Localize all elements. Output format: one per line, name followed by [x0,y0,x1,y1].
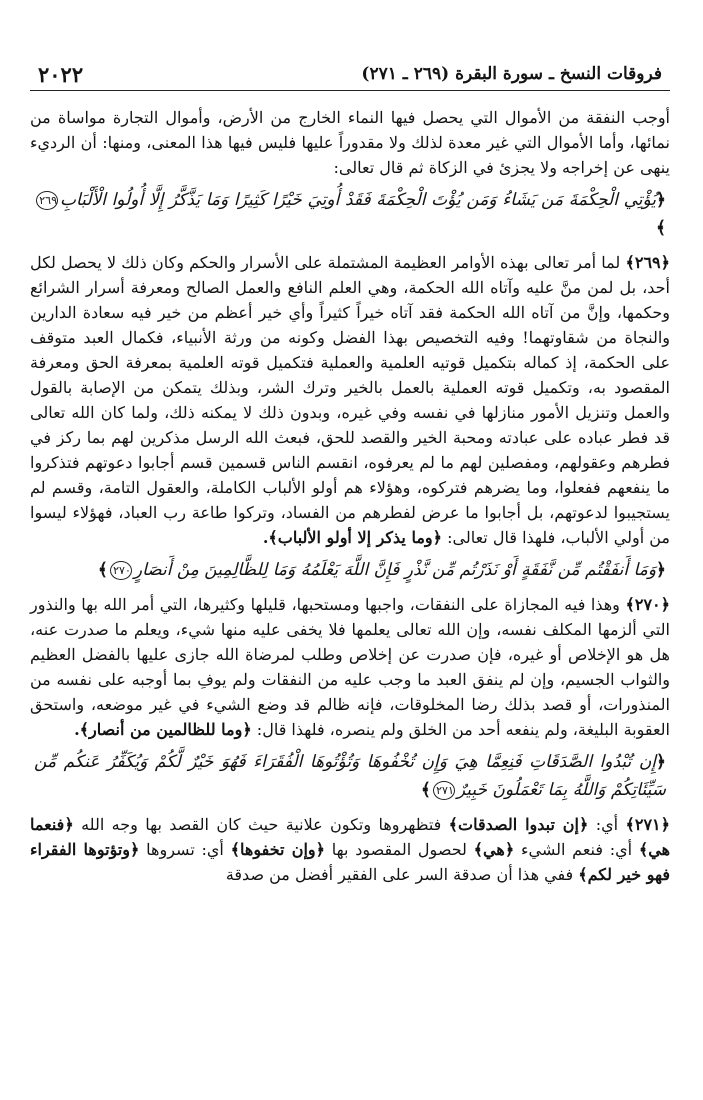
verse-text: يُؤْتِي الْحِكْمَةَ مَن يَشَاءُ وَمَن يُؤْتَ الْحِكْمَةَ فَقَدْ أُوتِيَ خَيْرًا كَثِيرًا وَمَا يَذَّكَّرُ إِلَّا أُولُوا الْأَلْبَابِ [60,190,657,210]
verse-number-marker: ٢٧١ [433,781,455,800]
verse-number-marker: ٢٧٠ [110,561,132,580]
verse-number-marker: ٢٦٩ [36,191,58,210]
quoted-verse: ﴿وما يذكر إلا أولو الألباب﴾. [262,528,442,547]
commentary-text: أي: [595,815,619,834]
quoted-verse: ﴿وما للظالمين من أنصار﴾. [74,720,252,739]
commentary-text: وهذا فيه المجازاة على النفقات، واجبها ومستحبها، قليلها وكثيرها، التي أمر الله بها والنذور التي ألزمها المكلف نفسه، وإن الله تعالى يعلمها فلا يخفى عليه منها شيء، ويعلم ما صدرت عنه، هل هو الإخلاص أو غيره، فإن صدرت عن إخلاص وطلب لمرضاة الله جازى عليها بالفضل العظيم والثواب الجسيم، وإن لم ينفق العبد ما وجب عليه من النفقات ولم يوفِ بما أوجبه على نفسه من المنذورات، أو قصد بذلك رضا المخلوقات، فإنه ظالم قد وضع الشيء في غير موضعه، واستحق العقوبة البليغة، ولم ينفعه أحد من الخلق ولم ينصره، فلهذا قال: [30,595,671,739]
verse-close-bracket: ﴾ [420,780,431,800]
verse-270 [30,556,670,584]
quoted-verse: ﴿إن تبدوا الصدقات﴾ [448,815,589,834]
commentary-text: لحصول المقصود بها [331,840,467,859]
intro-text: أوجب النفقة من الأموال التي يحصل فيها النماء الخارج من الأرض، وأموال التجارة مواساة من نمائها، وأما الأموال التي غير معدة لذلك ولا مقدوراً عليها فليس فيها هذا المعنى، ومنها: أن الرديء ينهى عن إخراجه ولا يجزئ في الزكاة ثم قال تعالى: [30,108,670,177]
verse-close-bracket: ﴾ [656,218,666,238]
verse-text: إِن تُبْدُوا الصَّدَقَاتِ فَنِعِمَّا هِيَ وَإِن تُخْفُوهَا وَتُؤْتُوهَا الْفُقَرَاءَ فَهُوَ خَيْرٌ لَّكُمْ وَيُكَفِّرُ عَنكُم مِّن سَيِّئَاتِكُمْ وَاللَّهُ بِمَا تَعْمَلُونَ خَبِيرٌ [34,752,666,800]
quoted-verse: ﴿وإن تخفوها﴾ [230,840,326,859]
running-title: فروقات النسخ ـ سورة البقرة (٢٦٩ ـ ٢٧١) [361,64,662,84]
intro-paragraph [30,105,670,180]
page [30,60,670,887]
commentary-270 [30,592,670,742]
verse-close-bracket: ﴾ [97,560,108,580]
commentary-271 [30,812,670,887]
commentary-text: فتظهروها وتكون علانية حيث كان القصد بها وجه الله [81,815,442,834]
commentary-text: أي: تسروها [146,840,224,859]
verse-open-bracket: ﴿ [656,752,666,772]
verse-open-bracket: ﴿ [656,560,666,580]
verse-269 [30,186,670,242]
quoted-verse: ﴿وتؤتوها الفقراء فهو خير لكم﴾ [30,840,670,884]
commentary-text: ففي هذا أن صدقة السر على الفقير أفضل من صدقة [225,865,574,884]
commentary-text: أي: فنعم الشيء [520,840,633,859]
commentary-number: ﴿٢٦٩﴾ [625,253,670,272]
commentary-text: لما أمر تعالى بهذه الأوامر العظيمة المشتملة على الأسرار والحكم وكان ذلك لا يحصل لكل أحد، بل لمن منَّ عليه وآتاه الله الحكمة، وهي العلم النافع والعمل الصالح ومعرفة أسرار الشرائع وحكمها، وإنَّ من آتاه الله الحكمة فقد آتاه خيراً كثيراً وأي خير أعظم من خير فيه سعادة الدارين والنجاة من شقاوتهما! وفيه التخصيص بهذا الفضل وكونه من ورثة الأنبياء، فكمال العبد متوقف على الحكمة، إذ كماله بتكميل قوتيه العلمية والعملية فتكميل قوته العلمية بمعرفة الحق ومعرفة المقصود به، وتكميل قوته العملية بالعمل بالخير وترك الشر، وبذلك يتمكن من الإصابة بالقول والعمل وتنزيل الأمور منازلها في نفسه وفي غيره، وبدون ذلك لا يمكنه ذلك، ولما كان الله تعالى قد فطر عباده على عبادته ومحبة الخير والقصد للحق، فبعث الله الرسل مذكرين لهم بما ركز في فطرهم وعقولهم، ومفصلين لهم ما لم يعرفوه، انقسم الناس قسمين قسم أجابوا دعوتهم فتذكروا ما ينفعهم ففعلوا، وما يضرهم فتركوه، وهؤلاء هم أولو الألباب الكاملة، والعقول التامة، وقسم لم يستجيبوا لدعوتهم، بل أجابوا ما عرض لفطرهم من الفساد، وتركوا طاعة رب العباد، فهؤلاء ليسوا من أولي الألباب، فلهذا قال تعالى: [30,253,671,547]
commentary-number: ﴿٢٧٠﴾ [625,595,670,614]
page-number: ٢٠٢٢ [38,62,84,87]
quoted-verse: ﴿فنعما هي﴾ [30,815,671,859]
verse-open-bracket: ﴿ [656,190,666,210]
page-header [30,60,670,91]
quoted-verse: ﴿هي﴾ [473,840,515,859]
verse-text: وَمَا أَنفَقْتُم مِّن نَّفَقَةٍ أَوْ نَذَرْتُم مِّن نَّذْرٍ فَإِنَّ اللَّهَ يَعْلَمُهُ وَمَا لِلظَّالِمِينَ مِنْ أَنصَارٍ [133,560,657,580]
commentary-number: ﴿٢٧١﴾ [625,815,670,834]
verse-271 [30,748,670,804]
commentary-269 [30,250,670,550]
